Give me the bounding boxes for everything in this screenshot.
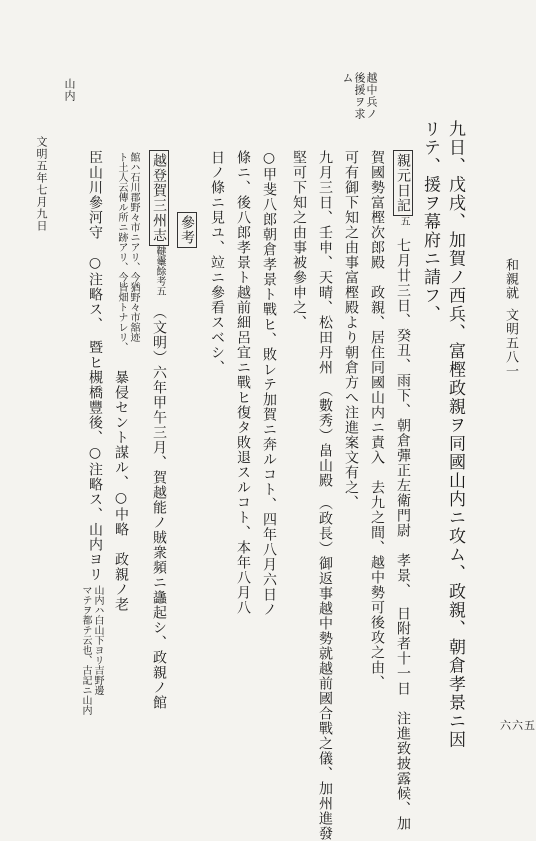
running-header-date: 文明五八一 — [503, 308, 518, 378]
source2-note-d: マテヲ都テ云也、古記ニ山内 — [80, 585, 91, 715]
footer-date: 文明五年七月九日 — [35, 136, 48, 232]
source2-title-text: 越登賀三州志 — [149, 150, 169, 246]
sankou-label: 參考 — [177, 212, 197, 248]
source-title-chikamoto-nikki — [396, 150, 410, 226]
running-header-series: 和親就 — [503, 258, 518, 300]
source2-line-3: 臣山川參河守 ○注略ス、 暨ヒ槻橋豐後、○注略ス、山内ヨリ — [87, 150, 103, 582]
source1-line-5: 堅可下知之由事被參申之、 — [291, 150, 307, 330]
page-number: 六六五 — [500, 719, 536, 732]
source2-note-a: 館ハ石川郡野々市ニアリ、今猶野々市舘迹 — [128, 152, 139, 342]
margin-note-line-2: 後援ヲ求 — [353, 72, 366, 120]
margin-note-line-1: 越中兵ノ — [365, 72, 378, 120]
source1-line-6: ○甲斐八郎朝倉孝景ト戰ヒ、敗レテ加賀ニ奔ルコト、四年八月六日ノ — [261, 150, 277, 617]
source2-note-b: ト土人云傳ル所ニ跡アリ、今皆畑トナレリ、 — [116, 152, 127, 352]
source2-line-1: （文明）六年甲午三月、賀越能ノ賊衆頻ニ蠭起シ、政親ノ館 — [151, 305, 167, 710]
source2-subtitle: 鞬櫜餘考五 — [154, 246, 165, 296]
main-entry-line-2: リテ、援ヲ幕府ニ請フ、 — [420, 120, 440, 324]
source1-line-4: 九月三日、壬申、天晴、松田丹州 （數秀）畠山殿 （政長）御返事越中勢就越前國合戰之儀、加州進發 — [317, 150, 333, 841]
source-title-text: 親元日記 — [393, 150, 413, 216]
margin-note-line-3: ム — [341, 72, 354, 84]
source1-line-1: 七月廿三日、癸丑、雨下、朝倉彈正左衛門尉 孝景、 日附者十一日 注進致披露候、加 — [395, 238, 411, 831]
source-volume: 五 — [398, 216, 409, 226]
source2-line-2: 暴侵セント謀ル、○中略 政親ノ老 — [113, 370, 129, 612]
margin-note-yamanouchi: 山内 — [63, 78, 76, 102]
source1-line-8: 日ノ條ニ見ユ、竝ニ參看スベシ、 — [209, 150, 225, 375]
source1-line-3: 可有御下知之由事富樫殿より朝倉方へ注進案文有之、 — [343, 150, 359, 510]
source-title-etsutoga-sanshushi — [152, 150, 166, 296]
source1-line-7: 條ニ、後八郎孝景ト越前細呂宜ニ戰ヒ復タ敗退スルコト、本年八月八 — [235, 150, 251, 615]
main-entry-line-1: 九日、戊戌、加賀ノ西兵、富樫政親ヲ同國山内ニ攻ム、政親、朝倉孝景ニ因 — [445, 120, 465, 749]
source1-line-2: 賀國勢富樫次郎殿 政親、居住同國山内ニ責入 去九之間、越中勢可後攻之由、 — [369, 150, 385, 690]
source2-note-c: 山内ハ白山下ヨリ吉野邊 — [92, 585, 103, 695]
sankou-heading — [180, 212, 194, 248]
